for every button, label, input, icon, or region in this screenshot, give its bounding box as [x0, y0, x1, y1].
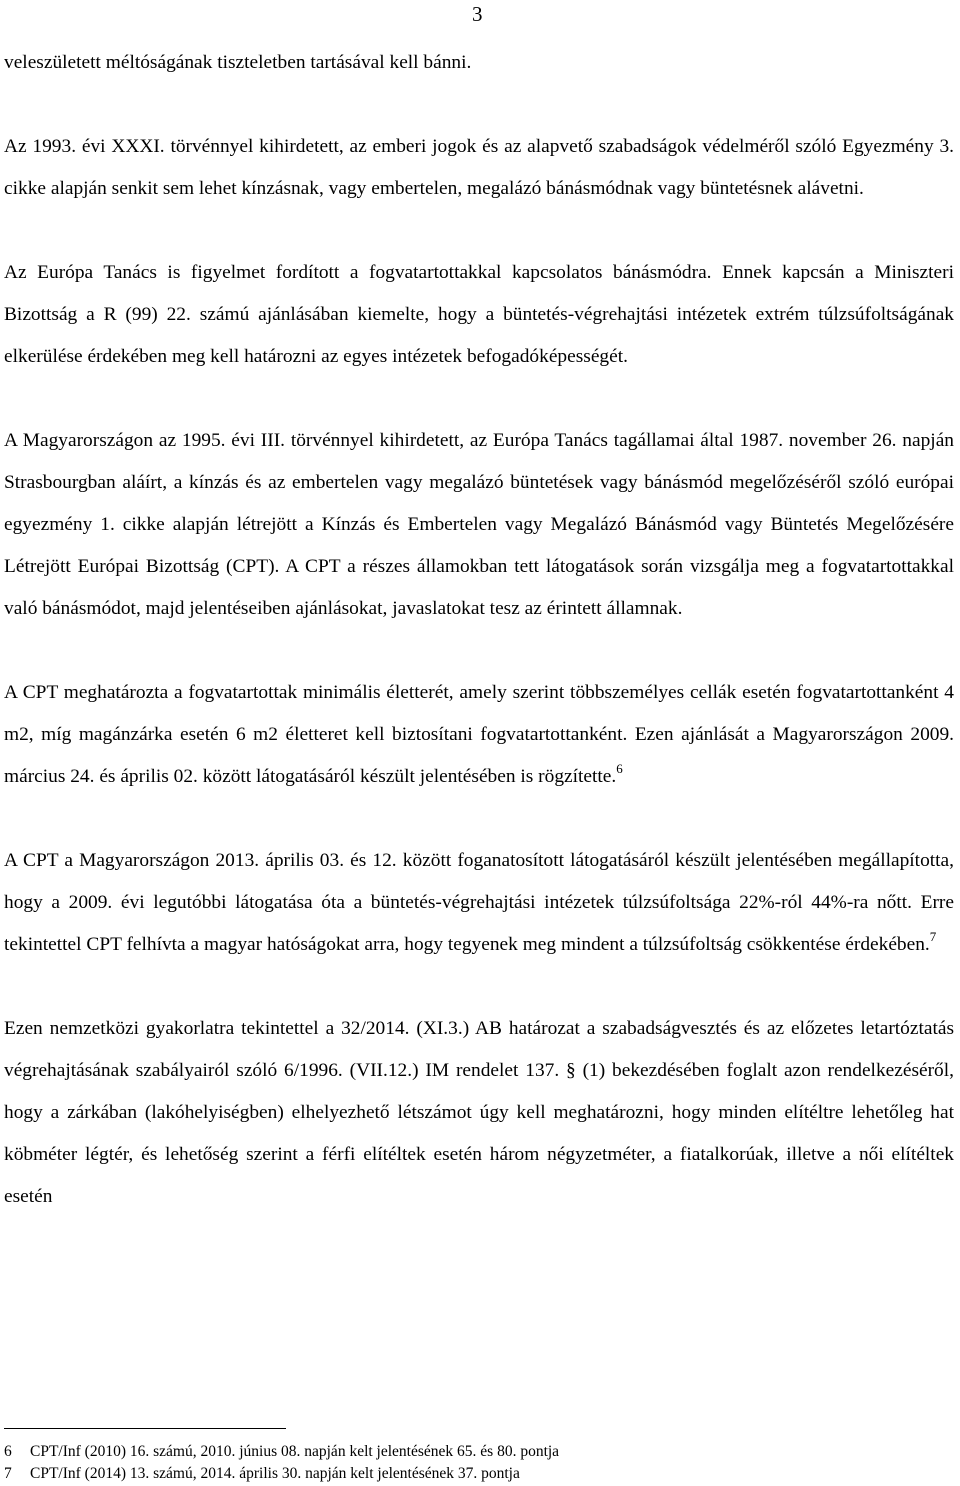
footnote-separator: [4, 1428, 286, 1429]
footnote-ref-7[interactable]: 7: [929, 928, 937, 944]
footnote-text: CPT/Inf (2010) 16. számú, 2010. június 08. napján kelt jelentésének 65. és 80. pontja: [30, 1443, 560, 1460]
paragraph-5: [4, 672, 954, 798]
footnotes: [4, 1441, 954, 1485]
footnote-6: [4, 1441, 954, 1463]
paragraph-1: veleszületett méltóságának tiszteletben tartásával kell bánni.: [4, 52, 472, 73]
footnote-number: 7: [4, 1465, 12, 1482]
paragraph-7: Ezen nemzetközi gyakorlatra tekintettel a 32/2014. (XI.3.) AB határozat a szabadságvesztés és az előzetes letartóztatás végrehajtásának szabályairól szóló 6/1996. (VII.12.) IM rendelet 137. § (1) bekezdésében foglalt azon rendelkezéséről, hogy a zárkában (lakóhelyiségben) elhelyezhető létszámot úgy kell meghatározni, hogy minden elítéltre lehetőleg hat köbméter légtér, és lehetőség szerint a férfi elítéltek esetén három négyzetméter, a fiatalkorúak, illetve a női elítéltek esetén: [4, 1018, 954, 1207]
paragraph-4: A Magyarországon az 1995. évi III. törvénnyel kihirdetett, az Európa Tanács tagállamai által 1987. november 26. napján Strasbourgban aláírt, a kínzás és az embertelen vagy megalázó büntetések vagy bánásmód megelőzéséről szóló európai egyezmény 1. cikke alapján létrejött a Kínzás és Embertelen vagy Megalázó Bánásmód vagy Büntetés Megelőzésére Létrejött Európai Bizottság (CPT). A CPT a részes államokban tett látogatások során vizsgálja meg a fogvatartottakkal való bánásmódot, majd jelentéseiben ajánlásokat, javaslatokat tesz az érintett államnak.: [4, 430, 954, 619]
paragraph-6-text: A CPT a Magyarországon 2013. április 03. és 12. között foganatosított látogatásáról készült jelentésében megállapította, hogy a 2009. évi legutóbbi látogatása óta a büntetés-végrehajtási intézetek túlzsúfoltsága 22%-ról 44%-ra nőtt. Erre tekintettel CPT felhívta a magyar hatóságokat arra, hogy tegyenek meg mindent a túlzsúfoltság csökkentése érdekében.: [4, 850, 954, 955]
footnote-text: CPT/Inf (2014) 13. számú, 2014. április 30. napján kelt jelentésének 37. pontja: [30, 1465, 520, 1482]
paragraph-6: [4, 840, 954, 966]
paragraph-5-text: A CPT meghatározta a fogvatartottak minimális életterét, amely szerint többszemélyes cellák esetén fogvatartottanként 4 m2, míg magánzárka esetén 6 m2 életteret kell biztosítani fogvatartottanként. Ezen ajánlását a Magyarországon 2009. március 24. és április 02. között látogatásáról készült jelentésében is rögzítette.: [4, 682, 954, 787]
footnote-number: 6: [4, 1443, 12, 1460]
paragraph-2: Az 1993. évi XXXI. törvénnyel kihirdetett, az emberi jogok és az alapvető szabadságok védelméről szóló Egyezmény 3. cikke alapján senkit sem lehet kínzásnak, vagy embertelen, megalázó bánásmódnak vagy büntetésnek alávetni.: [4, 136, 954, 199]
page-number: 3: [472, 2, 483, 26]
document-body: [4, 42, 954, 1218]
footnote-ref-6[interactable]: 6: [616, 760, 623, 776]
footnote-7: [4, 1463, 954, 1485]
paragraph-3: Az Európa Tanács is figyelmet fordított a fogvatartottakkal kapcsolatos bánásmódra. Ennek kapcsán a Miniszteri Bizottság a R (99) 22. számú ajánlásában kiemelte, hogy a büntetés-végrehajtási intézetek extrém túlzsúfoltságának elkerülése érdekében meg kell határozni az egyes intézetek befogadóképességét.: [4, 262, 954, 367]
